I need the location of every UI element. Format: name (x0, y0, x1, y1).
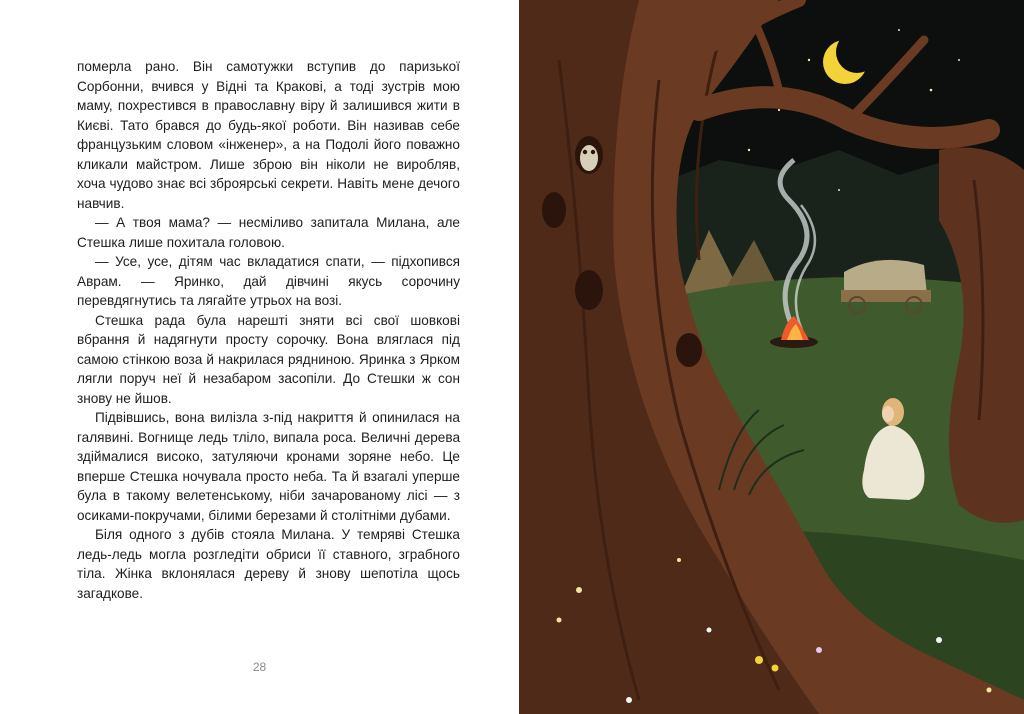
paragraph-4: Стешка рада була нарешті зняти всі свої шовкові вбрання й надягнути просту сорочку. Вона вляглася під самою стінкою воза й накрилася рядниною. Яринка з Ярком лягли поруч неї й незабаром засопіли. До Стешки ж сон знову не йшов. (77, 312, 460, 406)
forest-night-illustration (519, 0, 1024, 714)
paragraph-5: Підвівшись, вона вилізла з-під накриття й опинилася на галявині. Вогнище ледь тліло, випала роса. Величні дерева здіймалися високо, затуляючи кронами зоряне небо. Це вперше Стешка ночувала просто неба. Та й взагалі уперше була в такому велетенському, ніби зачарованому лісі — з осиками-покручами, білими березами й столітніми дубами. (77, 410, 460, 523)
illustration-page (519, 0, 1024, 714)
paragraph-1: померла рано. Він самотужки вступив до паризької Сорбонни, вчився у Відні та Кракові, а тоді зустрів мою маму, похрестився в православну віру й залишився жити в Києві. Тато брався до будь-якої роботи. Він називав себе французьким словом «інженер», а на Подолі його поважно кликали майстром. Лише зброю він ніколи не виробляв, хоча чудово знає всі зброярські секрети. Навіть мене дечого навчив. (77, 59, 460, 211)
tree-hollow (676, 333, 702, 367)
paragraph-2: — А твоя мама? — несміливо запитала Милана, але Стешка лише похитала головою. (77, 215, 460, 250)
owl-icon (575, 136, 603, 174)
page-number: 28 (252, 660, 267, 674)
tree-hollow (575, 270, 603, 310)
paragraph-3: — Усе, усе, дітям час вкладатися спати, — підхопився Аврам. — Яринко, дай дівчині якусь сорочину перевдягнутись та лягайте утрьох на возі. (77, 254, 460, 308)
paragraph-6: Біля одного з дубів стояла Милана. У темряві Стешка ледь-ледь могла розгледіти обриси її ставного, зграбного тіла. Жінка вклонялася дереву й знову шепотіла щось загадкове. (77, 527, 460, 601)
text-block (77, 57, 460, 603)
tree-hollow (542, 192, 566, 228)
